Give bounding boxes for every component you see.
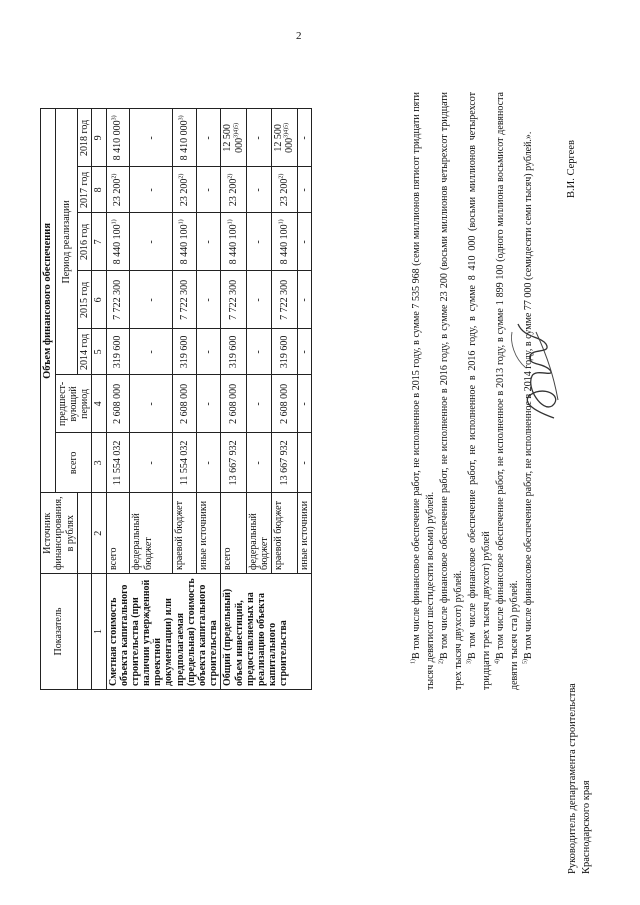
value-cell [197,271,221,329]
value-cell [272,109,297,167]
value-text: 23 200 [227,178,239,207]
value-cell [130,329,173,375]
value-cell [221,213,246,271]
value-cell [272,375,297,433]
value-text: - [253,188,265,192]
column-number: 5 [92,329,106,375]
header-previous-period: предшест-вующий период [55,375,92,433]
value-text: - [203,136,215,140]
footnote-ref: 2) [227,173,234,179]
source-cell: иные источники [297,493,311,574]
column-number: 6 [92,271,106,329]
value-text: - [203,402,215,406]
value-cell [221,433,246,493]
value-text: - [145,188,157,192]
value-cell [297,271,311,329]
column-number: 4 [92,375,106,433]
footnote-text: В том числе финансовое обеспечение работ, не исполненное в 2015 году, в сумме 7 535 968 (семи миллионов пятисот тридцати пяти тысяч девятисот шестидесяти восьми) рублей. [411,92,436,690]
value-text: 8 410 000 [179,120,191,161]
value-text: - [203,240,215,244]
footnote-mark: 5) [522,659,529,664]
value-text: 13 667 932 [278,440,290,486]
footnote [410,92,438,690]
value-cell [221,271,246,329]
footnote-text: В том числе финансовое обеспечение работ, не исполненное в 2016 году, в сумме 23 200 (восьми миллионов четырехсот тридцати трех тысяч двухсот) рублей. [439,92,464,690]
value-cell [272,329,297,375]
value-text: - [298,402,310,406]
value-cell [246,375,271,433]
value-text: 8 440 100 [227,224,239,265]
value-cell [272,167,297,213]
value-cell [221,375,246,433]
column-numbers-row [92,109,106,690]
value-text: 319 600 [179,335,191,369]
value-text: - [298,298,310,302]
value-cell [197,375,221,433]
value-text: - [145,350,157,354]
value-cell [173,167,197,213]
value-cell [246,271,271,329]
value-text: - [298,461,310,465]
value-text: - [203,350,215,354]
table-row [221,109,246,690]
value-text: 23 200 [278,178,290,207]
header-year: 2014 год [77,329,91,375]
value-cell [272,271,297,329]
value-cell [197,433,221,493]
value-cell [130,213,173,271]
signer-title [566,683,594,874]
column-number: 2 [92,493,106,574]
source-cell: федеральный бюджет [246,493,271,574]
value-text: 8 440 100 [278,224,290,265]
footnote-text: В том числе финансовое обеспечение работ, не исполненное в 2014 году, в сумме 77 000 (семидесяти семи тысяч) рублей.». [523,131,534,659]
value-text: - [298,240,310,244]
value-cell [297,375,311,433]
value-cell [297,329,311,375]
header-blank [77,574,91,690]
value-text: 319 600 [278,335,290,369]
value-text: 7 722 300 [112,279,124,320]
footnote-ref: 2) [278,173,285,179]
value-text: 13 667 932 [227,440,239,486]
value-text: - [253,350,265,354]
value-cell [106,329,130,375]
value-cell [106,167,130,213]
column-number: 1 [92,574,106,690]
value-text: - [298,188,310,192]
indicator-cell: Общий (предельный) объем инвестиций, предоставляемых на реализацию объекта капитального строительства [221,574,311,690]
value-text: 2 608 000 [227,383,239,424]
source-cell: федеральный бюджет [130,493,173,574]
value-text: 319 600 [227,335,239,369]
rotated-landscape-content [18,33,608,888]
value-text: - [253,136,265,140]
header-year: 2018 год [77,109,91,167]
value-cell [197,213,221,271]
value-text: 8 440 100 [112,224,124,265]
value-cell [106,213,130,271]
column-number: 8 [92,167,106,213]
footnote-ref: 1) [178,219,185,225]
table-row [106,109,130,690]
value-text: - [145,136,157,140]
header-year: 2017 год [77,167,91,213]
value-cell [130,433,173,493]
footnote-mark: 2) [438,659,445,664]
value-text: - [203,188,215,192]
handwritten-signature [506,308,576,428]
value-text: 12 500 000 [273,124,296,153]
footnote-ref: 2) [112,173,119,179]
value-text: - [145,402,157,406]
value-cell [246,329,271,375]
value-cell [246,433,271,493]
footnote-ref: 1) [278,219,285,225]
value-cell [297,109,311,167]
value-cell [130,109,173,167]
footnote-mark: 4) [494,659,501,664]
value-text: 11 554 032 [112,440,124,486]
header-year: 2015 год [77,271,91,329]
header-year: 2016 год [77,213,91,271]
value-cell [173,375,197,433]
value-text: - [145,461,157,465]
value-text: - [298,350,310,354]
footnote-mark: 1) [410,659,417,664]
value-text: 2 608 000 [278,383,290,424]
value-cell [197,167,221,213]
value-text: - [203,298,215,302]
value-cell [173,109,197,167]
signer-title-line: Руководитель департамента строительства [567,683,578,874]
value-text: - [253,402,265,406]
table-title: Объем финансового обеспечения [41,109,56,493]
signer-name: В.И. Сергеев [566,140,577,198]
value-cell [221,109,246,167]
value-text: 11 554 032 [179,440,191,486]
value-cell [173,271,197,329]
header-source: Источник финансирования, в рублях [41,493,78,574]
value-cell [297,433,311,493]
footnote [466,92,494,690]
source-cell: краевой бюджет [272,493,297,574]
value-cell [246,167,271,213]
signer-title-line: Краснодарского края [581,780,592,874]
value-cell [197,109,221,167]
value-text: 8 410 000 [112,120,124,161]
value-cell [221,167,246,213]
indicator-cell: Сметная стоимость объекта капитального строительства (при наличии утвержденной проектной документации) или предполагаемая (предельная) стоимость объекта капитального строительства [106,574,221,690]
source-cell: всего [221,493,246,574]
header-blank [77,493,91,574]
value-text: - [253,240,265,244]
footnote-ref: 3)4)5) [233,122,240,138]
header-indicator: Показатель [41,574,78,690]
column-number: 7 [92,213,106,271]
footnote-mark: 3) [466,659,473,664]
value-cell [130,167,173,213]
value-text: 23 200 [179,178,191,207]
value-cell [106,375,130,433]
value-text: 12 500 000 [222,124,245,153]
value-cell [246,109,271,167]
footnote-ref: 3)4)5) [283,122,290,138]
value-text: 319 600 [112,335,124,369]
value-text: - [203,461,215,465]
value-text: - [145,298,157,302]
footnote-ref: 3) [178,115,185,121]
footnote [438,92,466,690]
value-cell [297,167,311,213]
value-cell [246,213,271,271]
financing-table [40,108,312,690]
header-total: всего [55,433,92,493]
value-text: - [145,240,157,244]
value-cell [173,213,197,271]
footnote-ref: 2) [178,173,185,179]
footnote-text: В том числе финансовое обеспечение работ, не исполненное в 2016 году, в сумме 8 410 000 (восьми миллионов четырехсот тридцати трех тысяч двухсот) рублей [467,92,492,690]
footnote-text: В том числе финансовое обеспечение работ, не исполненное в 2013 году, в сумме 1 899 100 (одного миллиона восьмисот девяноста девяти тысяч ста) рублей. [495,92,520,690]
value-text: 23 200 [112,178,124,207]
value-cell [197,329,221,375]
value-cell [272,433,297,493]
value-cell [130,271,173,329]
column-number: 3 [92,433,106,493]
value-cell [272,213,297,271]
value-text: - [298,136,310,140]
value-cell [297,213,311,271]
value-cell [106,271,130,329]
source-cell: иные источники [197,493,221,574]
footnote-ref: 1) [112,219,119,225]
value-cell [106,433,130,493]
column-number: 9 [92,109,106,167]
source-cell: краевой бюджет [173,493,197,574]
value-cell [173,433,197,493]
footnote-ref: 1) [227,219,234,225]
value-text: 8 440 100 [179,224,191,265]
value-text: 7 722 300 [179,279,191,320]
value-cell [173,329,197,375]
page-number: 2 [296,30,302,42]
value-text: - [253,461,265,465]
value-text: 2 608 000 [112,383,124,424]
value-text: - [253,298,265,302]
source-cell: всего [106,493,130,574]
value-text: 7 722 300 [278,279,290,320]
value-text: 7 722 300 [227,279,239,320]
value-cell [106,109,130,167]
value-text: 2 608 000 [179,383,191,424]
footnote-ref: 3) [112,115,119,121]
header-implementation-period: Период реализации [55,109,77,375]
value-cell [130,375,173,433]
value-cell [221,329,246,375]
